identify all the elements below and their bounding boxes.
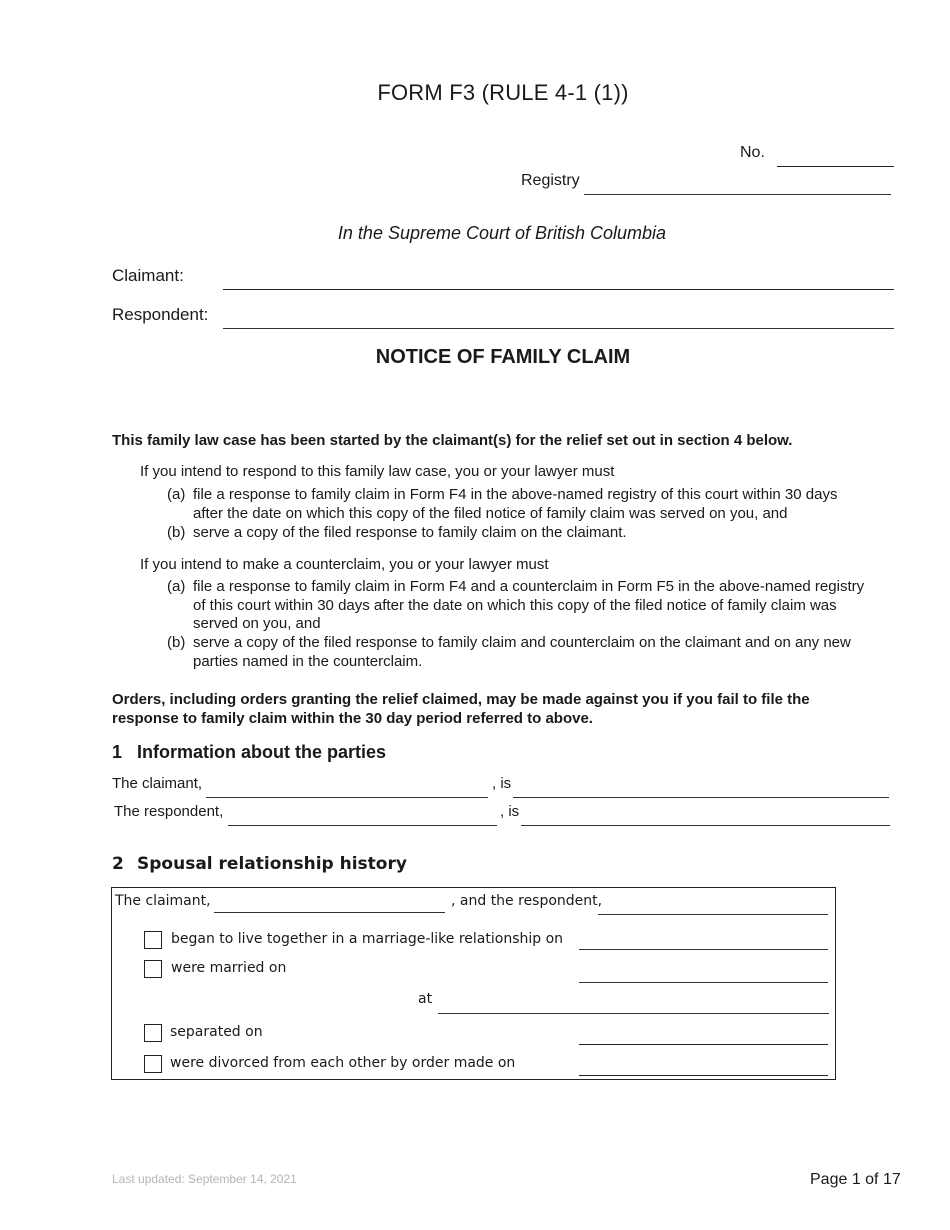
registry-field[interactable] xyxy=(584,194,891,195)
intro-statement: This family law case has been started by the claimant(s) for the relief set out in section 4 below. xyxy=(112,432,793,449)
form-title: FORM F3 (RULE 4-1 (1)) xyxy=(377,80,629,105)
married-place-field[interactable] xyxy=(438,1013,829,1014)
s1-claimant-description-field[interactable] xyxy=(513,797,889,798)
s1-respondent-description-field[interactable] xyxy=(521,825,890,826)
section1-title: Information about the parties xyxy=(137,742,387,762)
respondent-label: Respondent: xyxy=(112,305,209,324)
s2-respondent-name-field[interactable] xyxy=(598,914,828,915)
divorced-date-field[interactable] xyxy=(579,1075,828,1076)
s1-claimant-name-field[interactable] xyxy=(206,797,488,798)
respond-item-b-line1: serve a copy of the filed response to family claim on the claimant. xyxy=(193,524,627,541)
section1-number: 1 xyxy=(112,742,123,762)
last-updated: Last updated: September 14, 2021 xyxy=(112,1172,297,1186)
counter-item-b-line1: serve a copy of the filed response to family claim and counterclaim on the claimant and on any new xyxy=(193,634,851,651)
s1-claimant-is: , is xyxy=(492,775,512,792)
s2-claimant-label: The claimant, xyxy=(115,893,211,909)
respond-item-a-line1: file a response to family claim in Form F4 in the above-named registry of this court within 30 days xyxy=(193,486,838,503)
section2-number: 2 xyxy=(112,854,124,874)
counter-item-b-line2: parties named in the counterclaim. xyxy=(193,652,423,670)
respondent-name-field[interactable] xyxy=(223,328,894,329)
warning-line2: response to family claim within the 30 day period referred to above. xyxy=(112,710,593,727)
counter-item-a-letter: (a) xyxy=(167,578,186,595)
married-at-label: at xyxy=(418,991,433,1007)
live-together-label: began to live together in a marriage-like relationship on xyxy=(171,931,564,947)
married-checkbox[interactable] xyxy=(144,960,162,978)
divorced-label: were divorced from each other by order made on xyxy=(170,1055,516,1071)
married-label: were married on xyxy=(171,960,287,976)
counter-item-a-line2: of this court within 30 days after the date on which this copy of the filed notice of family claim was xyxy=(193,596,837,614)
s1-respondent-name-field[interactable] xyxy=(228,825,497,826)
notice-title: NOTICE OF FAMILY CLAIM xyxy=(375,346,631,368)
separated-date-field[interactable] xyxy=(579,1044,828,1045)
section2-title: Spousal relationship history xyxy=(137,854,407,874)
relationship-history-box xyxy=(111,887,836,1080)
claimant-name-field[interactable] xyxy=(223,289,894,290)
live-together-checkbox[interactable] xyxy=(144,931,162,949)
s1-respondent-is: , is xyxy=(500,803,520,820)
counter-item-a-line1: file a response to family claim in Form F4 and a counterclaim in Form F5 in the above-named registry xyxy=(193,578,865,595)
warning-line1: Orders, including orders granting the relief claimed, may be made against you if you fail to file the xyxy=(112,691,810,708)
respond-item-a-letter: (a) xyxy=(167,486,186,503)
separated-label: separated on xyxy=(170,1024,263,1040)
counter-heading: If you intend to make a counterclaim, you or your lawyer must xyxy=(140,556,549,573)
respond-item-b-letter: (b) xyxy=(167,524,186,541)
s1-claimant-label: The claimant, xyxy=(112,775,203,792)
s1-respondent-label: The respondent, xyxy=(114,803,224,820)
section1-heading xyxy=(112,742,386,763)
separated-checkbox[interactable] xyxy=(144,1024,162,1042)
registry-label: Registry xyxy=(521,172,580,189)
s2-and-respondent-label: , and the respondent, xyxy=(451,893,603,909)
page-number: Page 1 of 17 xyxy=(810,1171,901,1188)
file-number-label: No. xyxy=(740,144,765,161)
section2-heading xyxy=(112,854,407,874)
counter-item-b-letter: (b) xyxy=(167,634,186,651)
warning-statement xyxy=(112,690,810,728)
claimant-label: Claimant: xyxy=(112,266,184,285)
respond-heading: If you intend to respond to this family law case, you or your lawyer must xyxy=(140,463,615,480)
s2-claimant-name-field[interactable] xyxy=(214,912,445,913)
divorced-checkbox[interactable] xyxy=(144,1055,162,1073)
married-date-field[interactable] xyxy=(579,982,828,983)
live-together-date-field[interactable] xyxy=(579,949,828,950)
counter-item-a-line3: served on you, and xyxy=(193,615,321,632)
court-name: In the Supreme Court of British Columbia xyxy=(337,223,667,243)
respond-item-a-line2: after the date on which this copy of the filed notice of family claim was served on you, and xyxy=(193,504,788,522)
file-number-field[interactable] xyxy=(777,166,894,167)
